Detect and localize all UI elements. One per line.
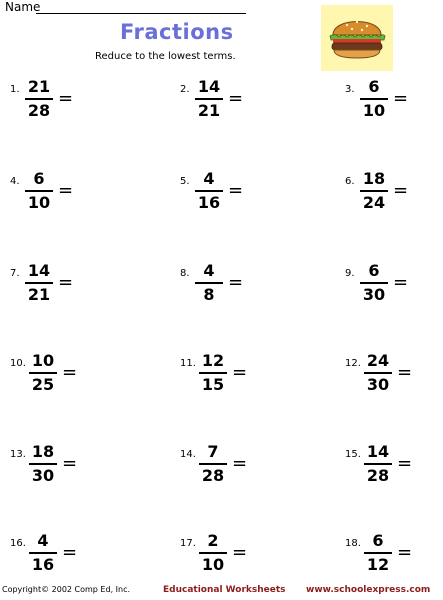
numerator: 6 — [368, 77, 380, 96]
numerator: 14 — [27, 261, 51, 280]
fraction — [24, 170, 54, 212]
numerator: 2 — [207, 531, 219, 550]
problem-number: 16. — [10, 538, 26, 549]
problem-number: 5. — [180, 176, 190, 187]
problem-number: 9. — [345, 268, 355, 279]
fraction — [359, 170, 389, 212]
fraction-bar — [199, 552, 227, 554]
denominator: 30 — [362, 285, 386, 304]
fraction-bar — [360, 282, 388, 284]
numerator: 6 — [372, 531, 384, 550]
denominator: 25 — [31, 375, 55, 394]
problem-number: 10. — [10, 358, 26, 369]
fraction-bar — [364, 463, 392, 465]
equals-sign: = — [58, 180, 74, 201]
fraction-bar — [25, 282, 53, 284]
problem-number: 13. — [10, 449, 26, 460]
name-label: Name — [5, 0, 41, 14]
numerator: 6 — [33, 169, 45, 188]
equals-sign: = — [62, 453, 78, 474]
problem-number: 3. — [345, 84, 355, 95]
denominator: 30 — [366, 375, 390, 394]
problem-number: 14. — [180, 449, 196, 460]
equals-sign: = — [228, 88, 244, 109]
problem-number: 18. — [345, 538, 361, 549]
numerator: 14 — [197, 77, 221, 96]
fraction-bar — [25, 98, 53, 100]
numerator: 24 — [366, 351, 390, 370]
denominator: 21 — [197, 101, 221, 120]
denominator: 16 — [31, 555, 55, 574]
fraction-bar — [195, 282, 223, 284]
fraction — [28, 532, 58, 574]
denominator: 28 — [366, 466, 390, 485]
numerator: 21 — [27, 77, 51, 96]
equals-sign: = — [397, 453, 413, 474]
equals-sign: = — [228, 272, 244, 293]
denominator: 15 — [201, 375, 225, 394]
equals-sign: = — [232, 542, 248, 563]
denominator: 30 — [31, 466, 55, 485]
fraction — [198, 443, 228, 485]
fraction-bar — [364, 372, 392, 374]
denominator: 8 — [203, 285, 215, 304]
numerator: 18 — [362, 169, 386, 188]
numerator: 14 — [366, 442, 390, 461]
equals-sign: = — [62, 362, 78, 383]
fraction — [359, 78, 389, 120]
hamburger-illustration — [321, 5, 393, 71]
problem-number: 11. — [180, 358, 196, 369]
denominator: 16 — [197, 193, 221, 212]
fraction — [28, 352, 58, 394]
footer-brand: Educational Worksheets — [163, 585, 286, 595]
fraction-bar — [25, 190, 53, 192]
fraction-bar — [199, 463, 227, 465]
denominator: 21 — [27, 285, 51, 304]
fraction-bar — [29, 463, 57, 465]
problem-number: 17. — [180, 538, 196, 549]
fraction — [198, 532, 228, 574]
numerator: 10 — [31, 351, 55, 370]
problem-number: 2. — [180, 84, 190, 95]
problem-number: 15. — [345, 449, 361, 460]
equals-sign: = — [228, 180, 244, 201]
denominator: 12 — [366, 555, 390, 574]
fraction — [24, 262, 54, 304]
fraction — [194, 262, 224, 304]
denominator: 24 — [362, 193, 386, 212]
denominator: 10 — [27, 193, 51, 212]
fraction-bar — [195, 190, 223, 192]
hamburger-icon — [321, 5, 393, 71]
name-line[interactable] — [36, 13, 246, 14]
footer-website[interactable]: www.schoolexpress.com — [306, 585, 431, 595]
fraction — [363, 532, 393, 574]
fraction — [363, 352, 393, 394]
denominator: 28 — [201, 466, 225, 485]
numerator: 12 — [201, 351, 225, 370]
fraction — [24, 78, 54, 120]
problem-number: 6. — [345, 176, 355, 187]
problem-number: 1. — [10, 84, 20, 95]
denominator: 10 — [362, 101, 386, 120]
equals-sign: = — [58, 88, 74, 109]
numerator: 18 — [31, 442, 55, 461]
numerator: 4 — [203, 169, 215, 188]
fraction-bar — [195, 98, 223, 100]
fraction — [194, 78, 224, 120]
numerator: 7 — [207, 442, 219, 461]
equals-sign: = — [62, 542, 78, 563]
fraction-bar — [29, 372, 57, 374]
fraction — [363, 443, 393, 485]
problem-number: 12. — [345, 358, 361, 369]
equals-sign: = — [232, 362, 248, 383]
equals-sign: = — [58, 272, 74, 293]
numerator: 4 — [37, 531, 49, 550]
equals-sign: = — [232, 453, 248, 474]
numerator: 6 — [368, 261, 380, 280]
fraction-bar — [29, 552, 57, 554]
footer-copyright: Copyright© 2002 Comp Ed, Inc. — [2, 585, 131, 594]
fraction — [198, 352, 228, 394]
instructions: Reduce to the lowest terms. — [95, 51, 236, 62]
equals-sign: = — [393, 272, 409, 293]
equals-sign: = — [397, 362, 413, 383]
equals-sign: = — [397, 542, 413, 563]
equals-sign: = — [393, 88, 409, 109]
problem-number: 7. — [10, 268, 20, 279]
problem-number: 4. — [10, 176, 20, 187]
fraction — [359, 262, 389, 304]
fraction — [194, 170, 224, 212]
equals-sign: = — [393, 180, 409, 201]
fraction-bar — [364, 552, 392, 554]
fraction-bar — [199, 372, 227, 374]
fraction-bar — [360, 190, 388, 192]
denominator: 28 — [27, 101, 51, 120]
fraction-bar — [360, 98, 388, 100]
numerator: 4 — [203, 261, 215, 280]
denominator: 10 — [201, 555, 225, 574]
problem-number: 8. — [180, 268, 190, 279]
fraction — [28, 443, 58, 485]
page-title: Fractions — [120, 20, 234, 44]
